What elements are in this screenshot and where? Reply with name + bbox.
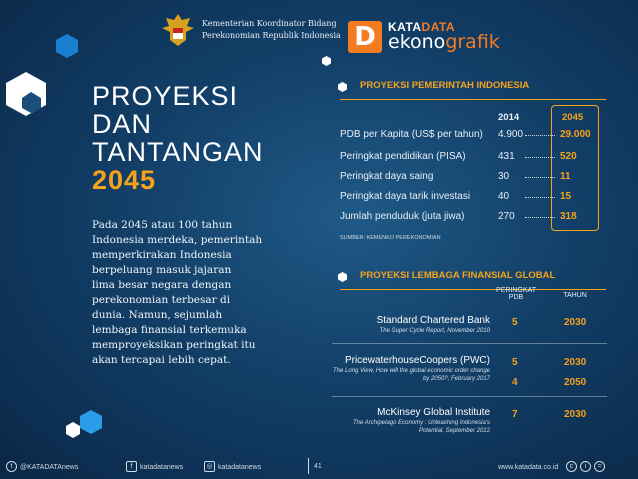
org-source: The Super Cycle Report, November 2010 — [379, 328, 490, 334]
dotted-leader — [525, 217, 555, 218]
gov-row-label: Peringkat daya tarik investasi — [340, 191, 471, 202]
dotted-leader — [525, 197, 555, 198]
wordmark-part: KATA — [388, 20, 422, 34]
col-2014-header: 2014 — [498, 112, 520, 123]
white-hexagon-icon — [6, 72, 46, 116]
title-year: 2045 — [92, 165, 157, 195]
footer-facebook: katadatanews — [140, 464, 184, 471]
row-separator — [332, 396, 607, 397]
org-name: McKinsey Global Institute — [377, 407, 490, 418]
ministry-name — [202, 18, 341, 42]
org-rank: 5 — [512, 317, 518, 328]
page-title — [92, 82, 264, 194]
white-hexagon-icon — [66, 422, 80, 438]
gov-row-2045: 11 — [560, 171, 571, 182]
gov-row-2014: 4.900 — [498, 129, 524, 140]
blue-hexagon-icon — [80, 410, 102, 434]
col-rank-header-line: PDB — [508, 294, 524, 301]
org-source: The Long View, How will the global economic order change — [333, 368, 490, 374]
intro-line: lima besar negara dengan — [92, 279, 232, 291]
gov-row-label: Peringkat daya saing — [340, 171, 434, 182]
intro-line: Indonesia merdeka, pemerintah — [92, 234, 263, 246]
gov-source: SUMBER: KEMENKO PEREKONOMIAN — [340, 235, 441, 241]
garuda-emblem-icon — [160, 12, 196, 50]
white-hexagon-icon — [338, 82, 347, 92]
ministry-line: Kementerian Koordinator Bidang — [202, 19, 337, 28]
gov-row-2014: 431 — [498, 151, 515, 162]
org-rank: 5 — [512, 357, 518, 368]
gov-row-2045: 29.000 — [560, 129, 591, 140]
cc-license-icon: c — [566, 461, 577, 472]
col-2045-header: 2045 — [562, 112, 584, 123]
white-hexagon-icon — [338, 272, 347, 282]
intro-line: akan tercapai lebih cepat. — [92, 354, 231, 366]
blue-hexagon-icon — [56, 34, 78, 58]
gov-row-label: Jumlah penduduk (juta jiwa) — [340, 211, 465, 222]
intro-line: Pada 2045 atau 100 tahun — [92, 219, 233, 231]
title-line: PROYEKSI — [92, 81, 239, 111]
section-divider — [340, 289, 606, 290]
col-rank-header — [488, 287, 544, 301]
gov-row-2014: 270 — [498, 211, 515, 222]
intro-line: lembaga finansial terkemuka — [92, 324, 247, 336]
twitter-icon: t — [6, 461, 17, 472]
gov-row-2045: 15 — [560, 191, 572, 202]
ekonografik-wordmark — [388, 31, 500, 53]
intro-line: dunia. Namun, sejumlah — [92, 309, 223, 321]
intro-line: perekonomian terbesar di — [92, 294, 231, 306]
org-name: PricewaterhouseCoopers (PWC) — [344, 355, 490, 366]
org-year: 2030 — [564, 357, 587, 368]
org-year: 2050 — [564, 377, 587, 388]
nd-license-icon: = — [594, 461, 605, 472]
org-rank: 4 — [512, 377, 518, 388]
org-source: by 2050?, February 2017 — [422, 376, 490, 382]
instagram-icon: ◎ — [204, 461, 215, 472]
org-year: 2030 — [564, 317, 587, 328]
dotted-leader — [525, 135, 555, 136]
section-divider — [340, 99, 606, 100]
by-license-icon: i — [580, 461, 591, 472]
wordmark-part: grafik — [445, 31, 500, 53]
wordmark-part: ekono — [388, 31, 446, 53]
gov-row-label: Peringkat pendidikan (PISA) — [340, 151, 466, 162]
gov-row-2045: 318 — [560, 211, 577, 222]
title-line: DAN — [92, 109, 153, 139]
white-hexagon-icon — [322, 56, 331, 66]
wordmark-part: DATA — [421, 20, 456, 34]
page-number: 41 — [314, 463, 322, 470]
dotted-leader — [525, 177, 555, 178]
facebook-icon: f — [126, 461, 137, 472]
gov-row-2045: 520 — [560, 151, 577, 162]
footer-instagram: katadatanews — [218, 464, 262, 471]
fin-section-heading: PROYEKSI LEMBAGA FINANSIAL GLOBAL — [360, 270, 556, 281]
ministry-line: Perekonomian Republik Indonesia — [202, 31, 341, 40]
org-source: Potential, September 2012 — [418, 428, 490, 434]
col-rank-header-line: PERINGKAT — [496, 287, 536, 294]
intro-line: berpeluang masuk jajaran — [92, 264, 232, 276]
org-rank: 7 — [512, 409, 518, 420]
col-year-header: TAHUN — [563, 292, 587, 299]
gov-row-label: PDB per Kapita (US$ per tahun) — [340, 129, 483, 140]
footer-divider — [308, 458, 309, 474]
gov-row-2014: 40 — [498, 191, 510, 202]
gov-row-2014: 30 — [498, 171, 510, 182]
intro-paragraph — [92, 218, 267, 368]
org-year: 2030 — [564, 409, 587, 420]
footer-twitter: @KATADATAnews — [20, 464, 79, 471]
gov-section-heading: PROYEKSI PEMERINTAH INDONESIA — [360, 80, 530, 91]
intro-line: memperkirakan Indonesia — [92, 249, 232, 261]
title-line: TANTANGAN — [92, 137, 264, 167]
dotted-leader — [525, 157, 555, 158]
katadata-logo-letter: D — [354, 22, 376, 52]
org-name: Standard Chartered Bank — [376, 315, 490, 326]
row-separator — [332, 343, 607, 344]
footer-site: www.katadata.co.id — [498, 464, 559, 471]
intro-line: memproyeksikan peringkat itu — [92, 339, 256, 351]
org-source: The Archipelago Economy : Unleashing Indonesia's — [352, 420, 490, 426]
